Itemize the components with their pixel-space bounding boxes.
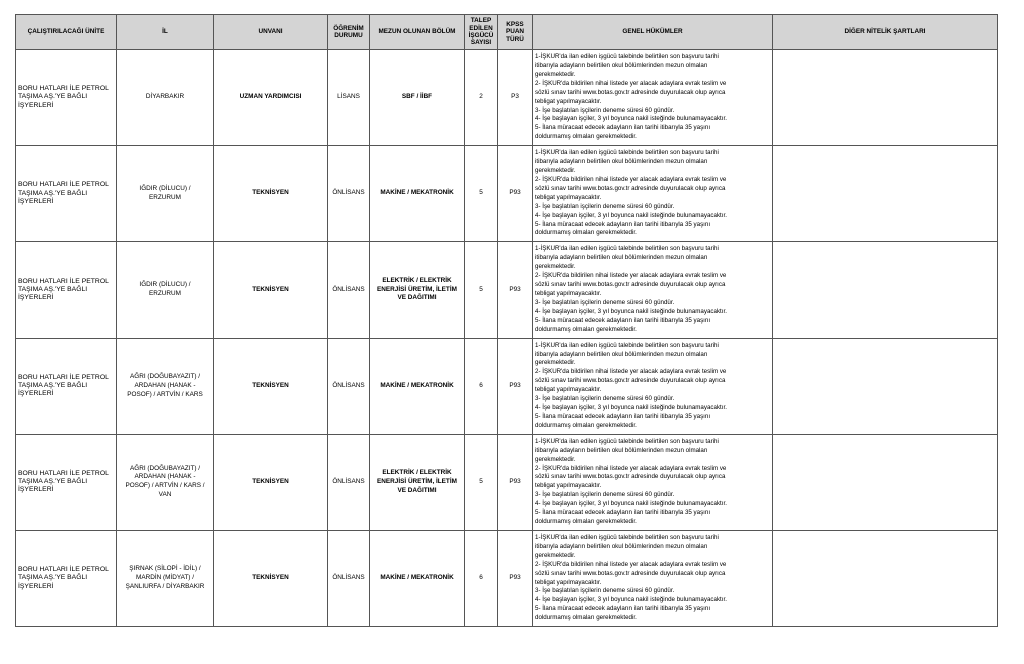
- genel-hukum-line: 3- İşe başlatılan işçilerin deneme süresi 60 gündür.: [535, 587, 675, 595]
- unite-line: İŞYERLERİ: [18, 294, 54, 302]
- genel-hukum-line: sözlü sınav tarihi www.botas.gov.tr adresinde duyurulacak olup ayrıca: [535, 473, 726, 481]
- kpss-cell: P93: [498, 530, 533, 626]
- genel-hukum-line: sözlü sınav tarihi www.botas.gov.tr adresinde duyurulacak olup ayrıca: [535, 281, 726, 289]
- il-cell: [117, 242, 214, 338]
- kpss-cell: P93: [498, 146, 533, 242]
- genel-hukum-line: doldurmamış olmaları gerekmektedir.: [535, 421, 637, 429]
- genel-hukum-line: sözlü sınav tarihi www.botas.gov.tr adresinde duyurulacak olup ayrıca: [535, 569, 726, 577]
- ogrenim-cell: ÖNLİSANS: [328, 338, 370, 434]
- il-cell: [117, 434, 214, 530]
- talep-cell: 6: [465, 530, 498, 626]
- genel-hukum-line: doldurmamış olmaları gerekmektedir.: [535, 517, 637, 525]
- header-mezun-bolum: MEZUN OLUNAN BÖLÜM: [370, 15, 465, 50]
- genel-hukum-line: 3- İşe başlatılan işçilerin deneme süresi 60 gündür.: [535, 491, 675, 499]
- genel-hukum-line: sözlü sınav tarihi www.botas.gov.tr adresinde duyurulacak olup ayrıca: [535, 184, 726, 192]
- unite-line: İŞYERLERİ: [18, 197, 54, 205]
- bolum-line: ENERJİSİ ÜRETİM, İLETİM: [377, 285, 457, 293]
- bolum-line: MAKİNE / MEKATRONİK: [380, 381, 454, 389]
- il-line: ARDAHAN (HANAK -: [134, 381, 196, 389]
- header-genel-hukumler: GENEL HÜKÜMLER: [533, 15, 773, 50]
- il-line: IĞDIR (DİLUCU) /: [139, 281, 191, 289]
- bolum-line: ENERJİSİ ÜRETİM, İLETİM: [377, 477, 457, 485]
- il-line: VAN: [158, 491, 172, 499]
- il-line: DİYARBAKIR: [145, 93, 185, 101]
- diger-nitelik-cell: [773, 530, 998, 626]
- talep-cell: 6: [465, 338, 498, 434]
- ogrenim-cell: ÖNLİSANS: [328, 146, 370, 242]
- header-diger-nitelik: DİĞER NİTELİK ŞARTLARI: [773, 15, 998, 50]
- il-line: ERZURUM: [149, 289, 181, 297]
- genel-hukum-line: 1-İŞKUR'da ilan edilen işgücü talebinde belirtilen son başvuru tarihi: [535, 341, 719, 349]
- unvani-cell: TEKNİSYEN: [214, 530, 328, 626]
- table-row: [16, 242, 998, 338]
- talep-cell: 5: [465, 242, 498, 338]
- diger-nitelik-cell: [773, 434, 998, 530]
- ogrenim-cell: LİSANS: [328, 50, 370, 146]
- genel-hukum-line: 1-İŞKUR'da ilan edilen işgücü talebinde belirtilen son başvuru tarihi: [535, 245, 719, 253]
- header-ogrenim-durumu: ÖĞRENİM DURUMU: [328, 15, 370, 50]
- genel-hukumler-cell: [533, 242, 773, 338]
- table-body: [16, 50, 998, 627]
- unite-cell: [16, 434, 117, 530]
- genel-hukum-line: tebligat yapılmayacaktır.: [535, 482, 602, 490]
- genel-hukum-line: 4- İşe başlayan işçiler, 3 yıl boyunca nakil isteğinde bulunamayacaktır.: [535, 211, 727, 219]
- il-line: ERZURUM: [149, 193, 181, 201]
- genel-hukum-line: itibarıyla adayların belirtilen okul bölümlerinden mezun olmaları: [535, 158, 708, 166]
- table-row: [16, 146, 998, 242]
- unite-line: TAŞIMA AŞ.'YE BAĞLI: [18, 285, 88, 293]
- genel-hukumler-cell: [533, 434, 773, 530]
- il-cell: [117, 338, 214, 434]
- unite-cell: [16, 146, 117, 242]
- il-cell: [117, 530, 214, 626]
- genel-hukum-line: 1-İŞKUR'da ilan edilen işgücü talebinde belirtilen son başvuru tarihi: [535, 53, 719, 61]
- unvani-cell: TEKNİSYEN: [214, 242, 328, 338]
- genel-hukum-line: itibarıyla adayların belirtilen okul bölümlerinden mezun olmaları: [535, 446, 708, 454]
- header-row: [16, 15, 998, 50]
- bolum-line: MAKİNE / MEKATRONİK: [380, 574, 454, 582]
- header-unvani: UNVANI: [214, 15, 328, 50]
- genel-hukum-line: tebligat yapılmayacaktır.: [535, 578, 602, 586]
- unite-line: İŞYERLERİ: [18, 390, 54, 398]
- genel-hukum-line: doldurmamış olmaları gerekmektedir.: [535, 133, 637, 141]
- genel-hukum-line: doldurmamış olmaları gerekmektedir.: [535, 614, 637, 622]
- genel-hukum-line: gerekmektedir.: [535, 359, 576, 367]
- unite-line: BORU HATLARI İLE PETROL: [18, 277, 109, 285]
- table-row: [16, 50, 998, 146]
- genel-hukum-line: 4- İşe başlayan işçiler, 3 yıl boyunca nakil isteğinde bulunamayacaktır.: [535, 115, 727, 123]
- unite-line: İŞYERLERİ: [18, 582, 54, 590]
- unite-line: İŞYERLERİ: [18, 486, 54, 494]
- unite-cell: [16, 530, 117, 626]
- talep-cell: 2: [465, 50, 498, 146]
- bolum-cell: [370, 530, 465, 626]
- genel-hukum-line: 4- İşe başlayan işçiler, 3 yıl boyunca nakil isteğinde bulunamayacaktır.: [535, 403, 727, 411]
- unite-cell: [16, 242, 117, 338]
- diger-nitelik-cell: [773, 338, 998, 434]
- genel-hukum-line: sözlü sınav tarihi www.botas.gov.tr adresinde duyurulacak olup ayrıca: [535, 377, 726, 385]
- header-unite: ÇALIŞTIRILACAĞI ÜNİTE: [16, 15, 117, 50]
- unite-line: TAŞIMA AŞ.'YE BAĞLI: [18, 189, 88, 197]
- header-talep-sayisi: TALEP EDİLEN İŞGÜCÜ SAYISI: [465, 15, 498, 50]
- bolum-cell: [370, 434, 465, 530]
- genel-hukum-line: gerekmektedir.: [535, 455, 576, 463]
- unvani-cell: UZMAN YARDIMCISI: [214, 50, 328, 146]
- genel-hukum-line: gerekmektedir.: [535, 263, 576, 271]
- genel-hukum-line: tebligat yapılmayacaktır.: [535, 193, 602, 201]
- table-row: [16, 530, 998, 626]
- header-il: İL: [117, 15, 214, 50]
- unite-line: BORU HATLARI İLE PETROL: [18, 85, 109, 93]
- genel-hukum-line: 1-İŞKUR'da ilan edilen işgücü talebinde belirtilen son başvuru tarihi: [535, 534, 719, 541]
- unite-line: BORU HATLARI İLE PETROL: [18, 181, 109, 189]
- genel-hukum-line: 1-İŞKUR'da ilan edilen işgücü talebinde belirtilen son başvuru tarihi: [535, 149, 719, 157]
- ogrenim-cell: ÖNLİSANS: [328, 242, 370, 338]
- genel-hukum-line: 5- İlana müracaat edecek adayların ilan tarihi itibarıyla 35 yaşını: [535, 605, 711, 613]
- il-cell: [117, 146, 214, 242]
- il-line: ŞIRNAK (SİLOPİ - İDİL) /: [129, 565, 201, 573]
- bolum-cell: [370, 242, 465, 338]
- genel-hukum-line: 5- İlana müracaat edecek adayların ilan tarihi itibarıyla 35 yaşını: [535, 509, 711, 517]
- genel-hukum-line: gerekmektedir.: [535, 70, 576, 78]
- genel-hukum-line: itibarıyla adayların belirtilen okul bölümlerinden mezun olmaları: [535, 61, 708, 69]
- genel-hukum-line: 2- İŞKUR'da bildirilen nihai listede yer alacak adaylara evrak teslim ve: [535, 464, 727, 472]
- bolum-line: ELEKTRİK / ELEKTRİK: [382, 468, 452, 476]
- genel-hukum-line: sözlü sınav tarihi www.botas.gov.tr adresinde duyurulacak olup ayrıca: [535, 88, 726, 96]
- unite-line: TAŞIMA AŞ.'YE BAĞLI: [18, 478, 88, 486]
- genel-hukum-line: 4- İşe başlayan işçiler, 3 yıl boyunca nakil isteğinde bulunamayacaktır.: [535, 307, 727, 315]
- genel-hukum-line: 4- İşe başlayan işçiler, 3 yıl boyunca nakil isteğinde bulunamayacaktır.: [535, 596, 727, 604]
- bolum-line: ELEKTRİK / ELEKTRİK: [382, 276, 452, 284]
- genel-hukum-line: 3- İşe başlatılan işçilerin deneme süresi 60 gündür.: [535, 298, 675, 306]
- unite-cell: [16, 50, 117, 146]
- diger-nitelik-cell: [773, 242, 998, 338]
- bolum-line: VE DAĞITIMI: [397, 294, 437, 302]
- bolum-line: MAKİNE / MEKATRONİK: [380, 189, 454, 197]
- genel-hukum-line: 5- İlana müracaat edecek adayların ilan tarihi itibarıyla 35 yaşını: [535, 220, 711, 228]
- kpss-cell: P3: [498, 50, 533, 146]
- unite-line: TAŞIMA AŞ.'YE BAĞLI: [18, 574, 88, 582]
- il-cell: [117, 50, 214, 146]
- unite-line: TAŞIMA AŞ.'YE BAĞLI: [18, 382, 88, 390]
- unite-line: TAŞIMA AŞ.'YE BAĞLI: [18, 93, 88, 101]
- genel-hukum-line: 3- İşe başlatılan işçilerin deneme süresi 60 gündür.: [535, 202, 675, 210]
- genel-hukum-line: 5- İlana müracaat edecek adayların ilan tarihi itibarıyla 35 yaşını: [535, 124, 711, 132]
- table-row: [16, 434, 998, 530]
- genel-hukumler-cell: [533, 530, 773, 626]
- genel-hukumler-cell: [533, 146, 773, 242]
- talep-cell: 5: [465, 146, 498, 242]
- il-line: MARDİN (MİDYAT) /: [136, 574, 194, 582]
- genel-hukum-line: tebligat yapılmayacaktır.: [535, 97, 602, 105]
- genel-hukum-line: doldurmamış olmaları gerekmektedir.: [535, 325, 637, 333]
- il-line: ŞANLIURFA / DİYARBAKIR: [125, 582, 205, 590]
- genel-hukum-line: doldurmamış olmaları gerekmektedir.: [535, 229, 637, 237]
- genel-hukum-line: 5- İlana müracaat edecek adayların ilan tarihi itibarıyla 35 yaşını: [535, 316, 711, 324]
- bolum-line: VE DAĞITIMI: [397, 486, 437, 494]
- genel-hukum-line: 5- İlana müracaat edecek adayların ilan tarihi itibarıyla 35 yaşını: [535, 412, 711, 420]
- unite-cell: [16, 338, 117, 434]
- genel-hukum-line: 2- İŞKUR'da bildirilen nihai listede yer alacak adaylara evrak teslim ve: [535, 560, 727, 568]
- genel-hukumler-cell: [533, 338, 773, 434]
- genel-hukumler-cell: [533, 50, 773, 146]
- genel-hukum-line: tebligat yapılmayacaktır.: [535, 386, 602, 394]
- il-line: AĞRI (DOĞUBAYAZIT) /: [129, 464, 201, 472]
- diger-nitelik-cell: [773, 50, 998, 146]
- ogrenim-cell: ÖNLİSANS: [328, 434, 370, 530]
- bolum-cell: [370, 146, 465, 242]
- ogrenim-cell: ÖNLİSANS: [328, 530, 370, 626]
- unite-line: BORU HATLARI İLE PETROL: [18, 566, 109, 574]
- bolum-cell: [370, 50, 465, 146]
- genel-hukum-line: 2- İŞKUR'da bildirilen nihai listede yer alacak adaylara evrak teslim ve: [535, 272, 727, 280]
- bolum-line: SBF / İİBF: [401, 93, 433, 101]
- unvani-cell: TEKNİSYEN: [214, 146, 328, 242]
- genel-hukum-line: 3- İşe başlatılan işçilerin deneme süresi 60 gündür.: [535, 395, 675, 403]
- kpss-cell: P93: [498, 434, 533, 530]
- il-line: AĞRI (DOĞUBAYAZIT) /: [129, 372, 201, 380]
- job-requirements-table: [15, 14, 998, 627]
- unite-line: İŞYERLERİ: [18, 101, 54, 109]
- genel-hukum-line: gerekmektedir.: [535, 551, 576, 559]
- unvani-cell: TEKNİSYEN: [214, 338, 328, 434]
- genel-hukum-line: gerekmektedir.: [535, 167, 576, 175]
- il-line: POSOF) / ARTVİN / KARS: [127, 390, 203, 398]
- il-line: POSOF) / ARTVİN / KARS /: [125, 482, 205, 490]
- unite-line: BORU HATLARI İLE PETROL: [18, 373, 109, 381]
- genel-hukum-line: 3- İşe başlatılan işçilerin deneme süresi 60 gündür.: [535, 106, 675, 114]
- talep-cell: 5: [465, 434, 498, 530]
- genel-hukum-line: 4- İşe başlayan işçiler, 3 yıl boyunca nakil isteğinde bulunamayacaktır.: [535, 500, 727, 508]
- header-kpss-puan-turu: KPSS PUAN TÜRÜ: [498, 15, 533, 50]
- genel-hukum-line: itibarıyla adayların belirtilen okul bölümlerinden mezun olmaları: [535, 254, 708, 262]
- kpss-cell: P93: [498, 338, 533, 434]
- genel-hukum-line: itibarıyla adayların belirtilen okul bölümlerinden mezun olmaları: [535, 350, 708, 358]
- table-row: [16, 338, 998, 434]
- unite-line: BORU HATLARI İLE PETROL: [18, 470, 109, 478]
- genel-hukum-line: 2- İŞKUR'da bildirilen nihai listede yer alacak adaylara evrak teslim ve: [535, 368, 727, 376]
- genel-hukum-line: 2- İŞKUR'da bildirilen nihai listede yer alacak adaylara evrak teslim ve: [535, 175, 727, 183]
- unvani-cell: TEKNİSYEN: [214, 434, 328, 530]
- bolum-cell: [370, 338, 465, 434]
- genel-hukum-line: tebligat yapılmayacaktır.: [535, 289, 602, 297]
- kpss-cell: P93: [498, 242, 533, 338]
- genel-hukum-line: itibarıyla adayların belirtilen okul bölümlerinden mezun olmaları: [535, 542, 708, 550]
- genel-hukum-line: 1-İŞKUR'da ilan edilen işgücü talebinde belirtilen son başvuru tarihi: [535, 437, 719, 445]
- il-line: ARDAHAN (HANAK -: [134, 473, 196, 481]
- il-line: IĞDIR (DİLUCU) /: [139, 184, 191, 192]
- diger-nitelik-cell: [773, 146, 998, 242]
- job-posting-sheet: [15, 14, 998, 627]
- genel-hukum-line: 2- İŞKUR'da bildirilen nihai listede yer alacak adaylara evrak teslim ve: [535, 79, 727, 87]
